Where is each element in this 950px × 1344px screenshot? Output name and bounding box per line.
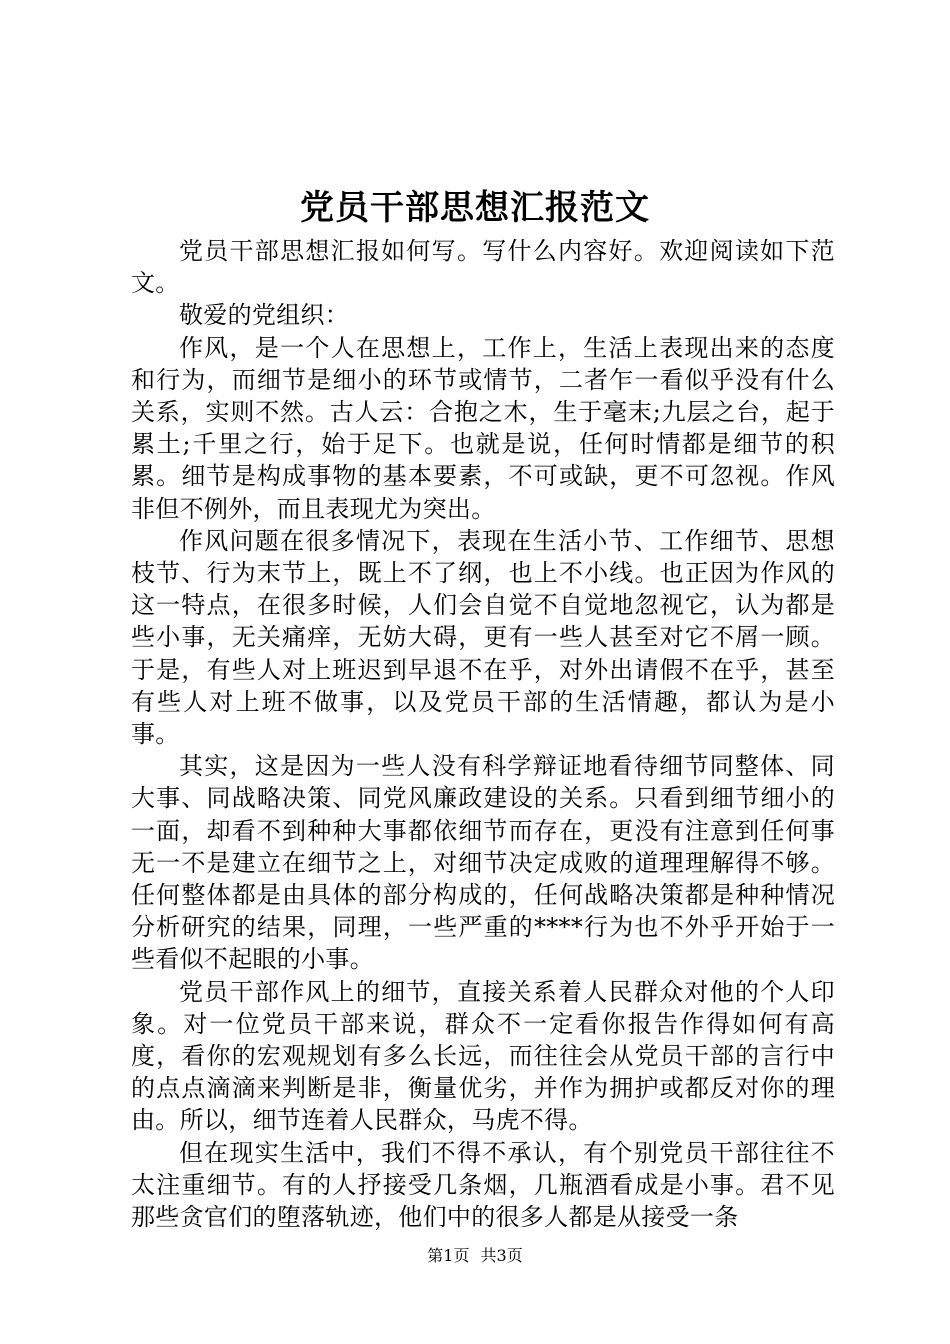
- paragraph-4: 党员干部作风上的细节，直接关系着人民群众对他的个人印象。对一位党员干部来说，群众不一定看你报告作得如何有高度，看你的宏观规划有多么长远，而往往会从党员干部的言行中的点点滴滴来判断是非，衡量优劣，并作为拥护或都反对你的理由。所以，细节连着人民群众，马虎不得。: [131, 977, 835, 1135]
- document-body: [131, 235, 835, 1233]
- paragraph-salutation: 敬爱的党组织：: [179, 301, 350, 330]
- page-footer: [0, 1246, 950, 1266]
- page-number: 第1页: [427, 1246, 470, 1265]
- document-title: 党员干部思想汇报范文: [300, 188, 650, 228]
- paragraph-1: 作风，是一个人在思想上，工作上，生活上表现出来的态度和行为，而细节是细小的环节或情节，二者乍一看似乎没有什么关系，实则不然。古人云：合抱之木，生于毫末;九层之台，起于累土;千里之行，始于足下。也就是说，任何时情都是细节的积累。细节是构成事物的基本要素，不可或缺，更不可忽视。作风非但不例外，而且表现尤为突出。: [131, 333, 835, 523]
- paragraph-2: 作风问题在很多情况下，表现在生活小节、工作细节、思想枝节、行为末节上，既上不了纲，也上不小线。也正因为作风的这一特点，在很多时候，人们会自觉不自觉地忽视它，认为都是些小事，无关痛痒，无妨大碍，更有一些人甚至对它不屑一顾。于是，有些人对上班迟到早退不在乎，对外出请假不在乎，甚至有些人对上班不做事，以及党员干部的生活情趣，都认为是小事。: [131, 526, 835, 749]
- paragraph-5: 但在现实生活中，我们不得不承认，有个别党员干部往往不太注重细节。有的人抒接受几条烟，几瓶酒看成是小事。君不见那些贪官们的堕落轨迹，他们中的很多人都是从接受一条: [131, 1138, 835, 1232]
- page-total: 共3页: [480, 1246, 523, 1265]
- paragraph-3: 其实，这是因为一些人没有科学辩证地看待细节同整体、同大事、同战略决策、同党风廉政建设的关系。只看到细节细小的一面，却看不到种种大事都依细节而存在，更没有注意到任何事无一不是建立在细节之上，对细节决定成败的道理理解得不够。任何整体都是由具体的部分构成的，任何战略决策都是种种情况分析研究的结果，同理，一些严重的****行为也不外乎开始于一些看似不起眼的小事。: [131, 752, 835, 974]
- paragraph-intro: 党员干部思想汇报如何写。写什么内容好。欢迎阅读如下范文。: [131, 237, 835, 298]
